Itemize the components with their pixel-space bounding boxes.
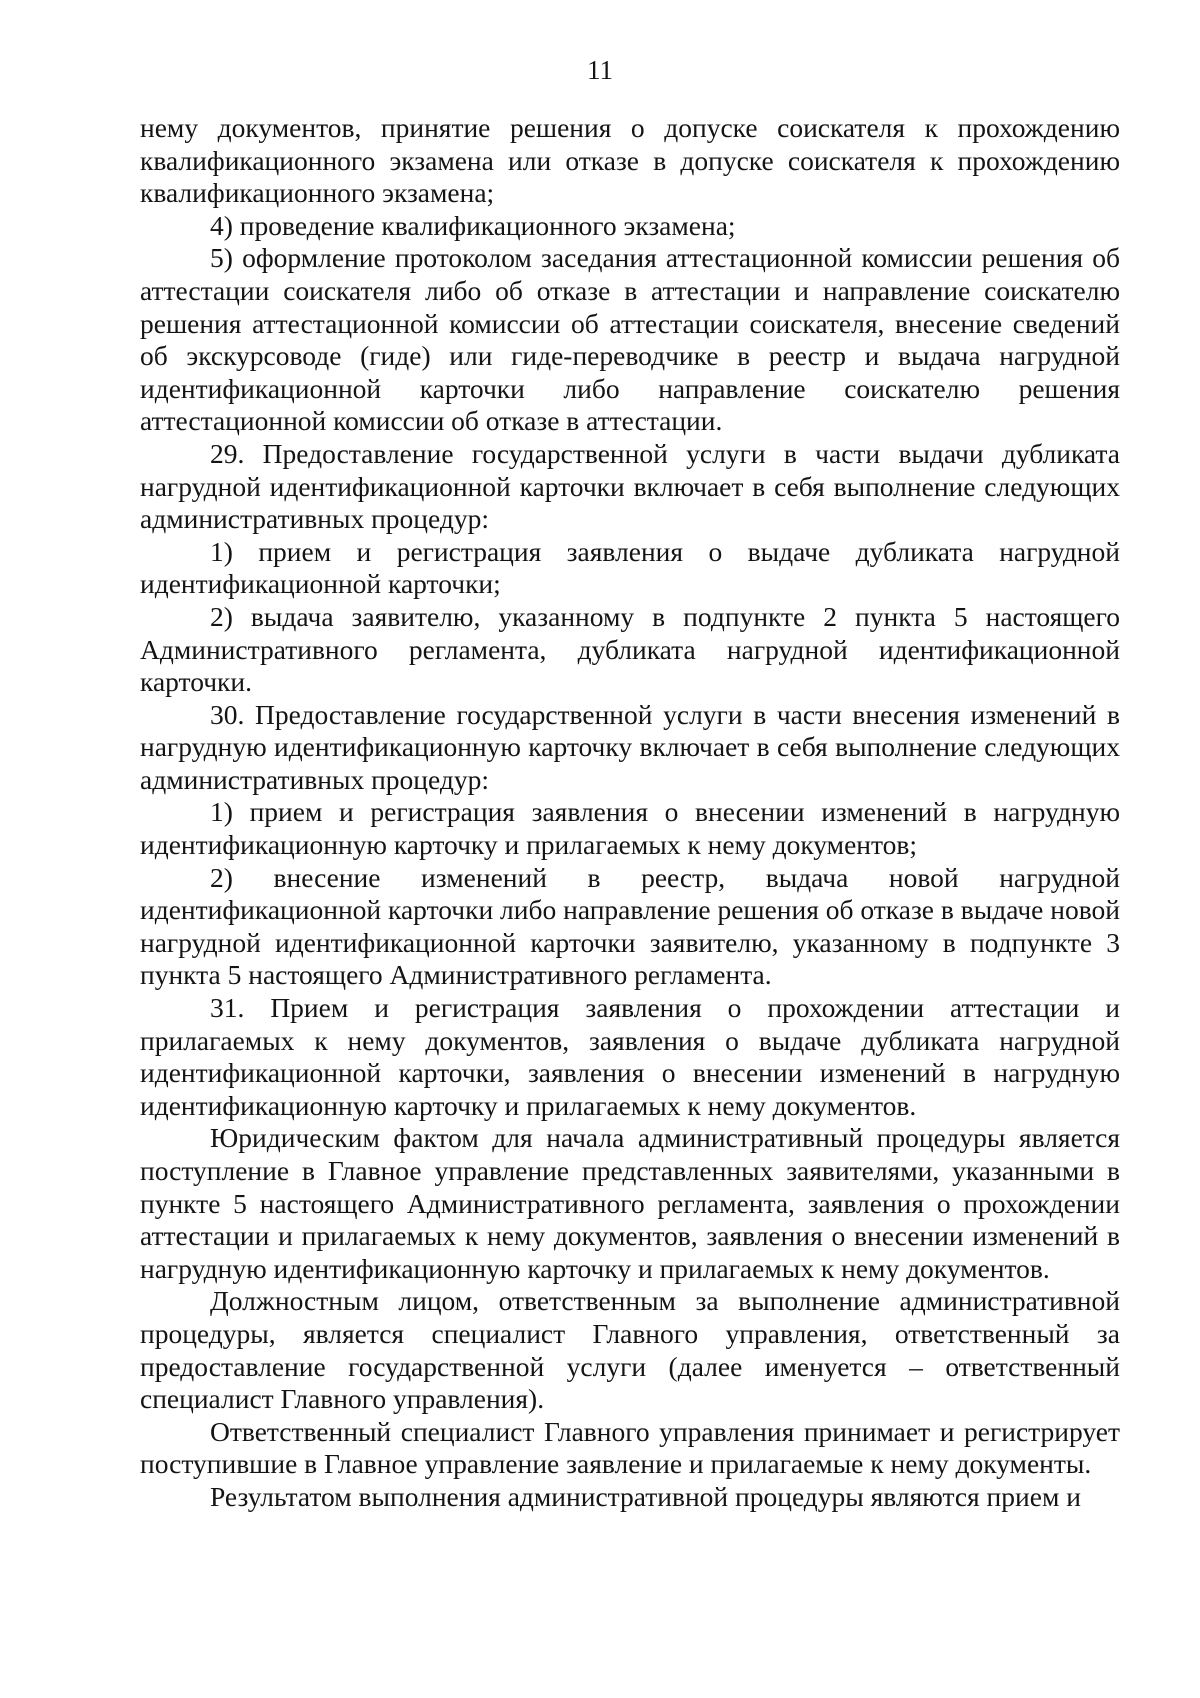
paragraph: Юридическим фактом для начала административный процедуры является поступление в Главное управление представленных заявителями, указанными в пункте 5 настоящего Административного регламента, заявления о прохождении аттестации и прилагаемых к нему документов, заявления о внесении изменений в нагрудную идентификационную карточку и прилагаемых к нему документов. (140, 1122, 1120, 1284)
paragraph: 2) внесение изменений в реестр, выдача новой нагрудной идентификационной карточки либо направление решения об отказе в выдаче новой нагрудной идентификационной карточки заявителю, указанному в подпункте 3 пункта 5 настоящего Административного регламента. (140, 861, 1120, 991)
paragraph: 2) выдача заявителю, указанному в подпункте 2 пункта 5 настоящего Административного регламента, дубликата нагрудной идентификационной карточки. (140, 600, 1120, 698)
paragraph: 4) проведение квалификационного экзамена; (210, 209, 736, 241)
paragraph: Результатом выполнения административной процедуры являются прием и (210, 1480, 1081, 1512)
paragraph: 29. Предоставление государственной услуги в части выдачи дубликата нагрудной идентификационной карточки включает в себя выполнение следующих административных процедур: (140, 437, 1120, 535)
paragraph: 1) прием и регистрация заявления о выдаче дубликата нагрудной идентификационной карточки; (140, 535, 1120, 600)
paragraph: Ответственный специалист Главного управления принимает и регистрирует поступившие в Главное управление заявление и прилагаемые к нему документы. (140, 1415, 1120, 1480)
paragraph: 31. Прием и регистрация заявления о прохождении аттестации и прилагаемых к нему документов, заявления о выдаче дубликата нагрудной идентификационной карточки, заявления о внесении изменений в нагрудную идентификационную карточку и прилагаемых к нему документов. (140, 992, 1120, 1121)
paragraph: 30. Предоставление государственной услуги в части внесения изменений в нагрудную идентификационную карточку включает в себя выполнение следующих административных процедур: (140, 698, 1120, 795)
page-number: 11 (587, 55, 613, 85)
paragraph: Должностным лицом, ответственным за выполнение административной процедуры, является специалист Главного управления, ответственный за предоставление государственной услуги (далее именуется – ответственный специалист Главного управления). (140, 1285, 1120, 1415)
body-text (140, 112, 1120, 1514)
paragraph: нему документов, принятие решения о допуске соискателя к прохождению квалификационного экзамена или отказе в допуске соискателя к прохождению квалификационного экзамена; (140, 112, 1120, 209)
paragraph: 5) оформление протоколом заседания аттестационной комиссии решения об аттестации соискателя либо об отказе в аттестации и направление соискателю решения аттестационной комиссии об аттестации соискателя, внесение сведений об экскурсоводе (гиде) или гиде-переводчике в реестр и выдача нагрудной идентификационной карточки либо направление соискателю решения аттестационной комиссии об отказе в аттестации. (140, 242, 1120, 437)
paragraph: 1) прием и регистрация заявления о внесении изменений в нагрудную идентификационную карточку и прилагаемых к нему документов; (140, 796, 1120, 861)
